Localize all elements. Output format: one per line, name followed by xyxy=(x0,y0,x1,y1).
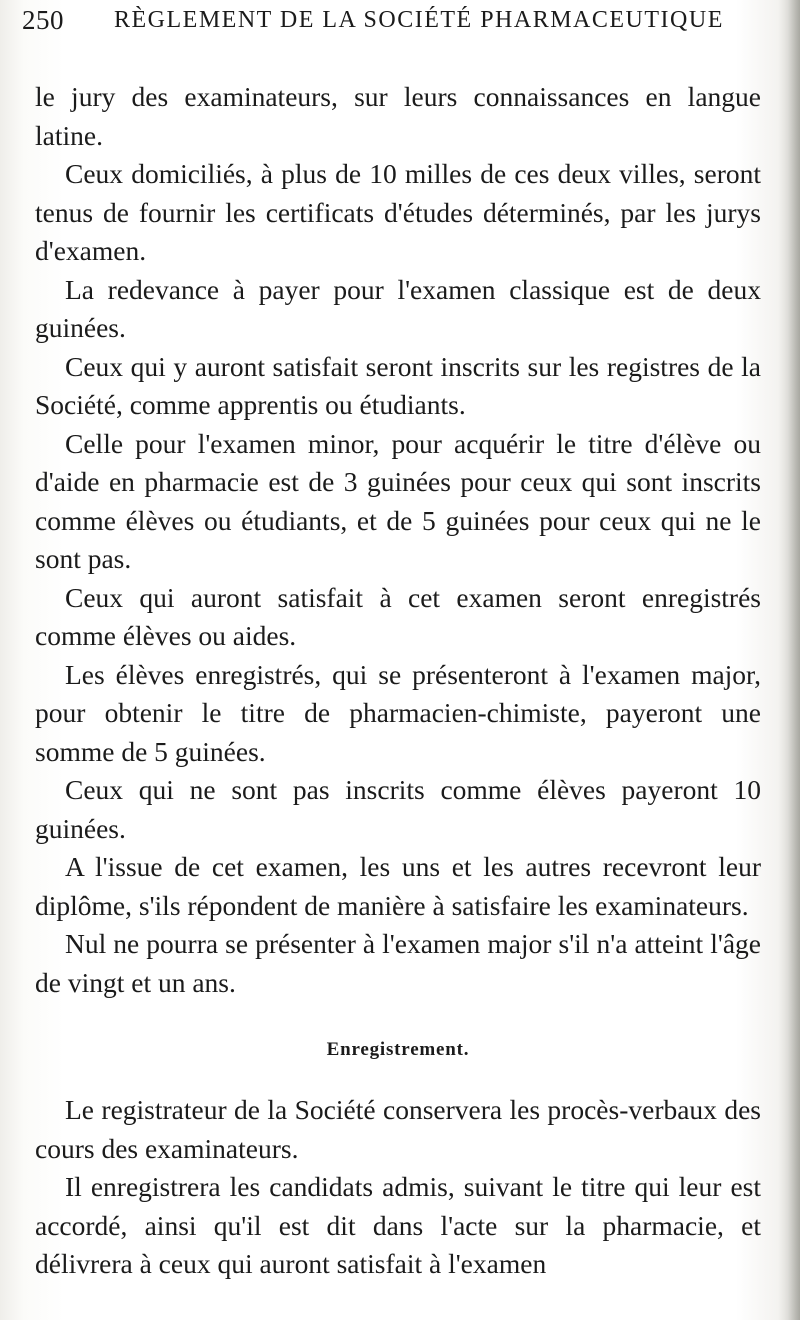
paragraph: Nul ne pourra se présenter à l'examen major s'il n'a atteint l'âge de vingt et un ans. xyxy=(35,928,761,998)
paragraph: Le registrateur de la Société conservera les procès-verbaux des cours des examinateurs. xyxy=(35,1094,761,1164)
paragraph: Ceux qui y auront satisfait seront inscrits sur les registres de la Société, comme apprentis ou étudiants. xyxy=(35,350,761,420)
section-heading: Enregistrement. xyxy=(326,1039,470,1060)
paragraph: La redevance à payer pour l'examen classique est de deux guinées. xyxy=(35,273,761,343)
running-header xyxy=(22,2,762,38)
paragraph: Ceux domiciliés, à plus de 10 milles de ces deux villes, seront tenus de fournir les certificats d'études déterminés, par les jurys d'examen. xyxy=(35,158,761,266)
paragraph: le jury des examinateurs, sur leurs connaissances en langue latine. xyxy=(35,81,761,151)
paragraph: A l'issue de cet examen, les uns et les autres recevront leur diplôme, s'ils répondent de manière à satisfaire les examinateurs. xyxy=(35,851,761,921)
paragraph: Celle pour l'examen minor, pour acquérir le titre d'élève ou d'aide en pharmacie est de 3 guinées pour ceux qui sont inscrits comme élèves ou étudiants, et de 5 guinées pour ceux qui ne le sont pas. xyxy=(35,427,761,574)
paragraph: Ceux qui ne sont pas inscrits comme élèves payeront 10 guinées. xyxy=(35,774,761,844)
paragraph: Il enregistrera les candidats admis, suivant le titre qui leur est accordé, ainsi qu'il est dit dans l'acte sur la pharmacie, et délivrera à ceux qui auront satisfait à l'examen xyxy=(35,1171,761,1279)
page-number: 250 xyxy=(22,5,64,35)
page-edge-shadow xyxy=(778,0,800,1320)
paragraph: Les élèves enregistrés, qui se présenteront à l'examen major, pour obtenir le titre de pharmacien-chimiste, payeront une somme de 5 guinées. xyxy=(35,658,761,767)
paragraph: Ceux qui auront satisfait à cet examen seront enregistrés comme élèves ou aides. xyxy=(35,581,761,651)
header-title: RÈGLEMENT DE LA SOCIÉTÉ PHARMACEUTIQUE xyxy=(114,7,724,33)
page-body xyxy=(35,78,761,1284)
